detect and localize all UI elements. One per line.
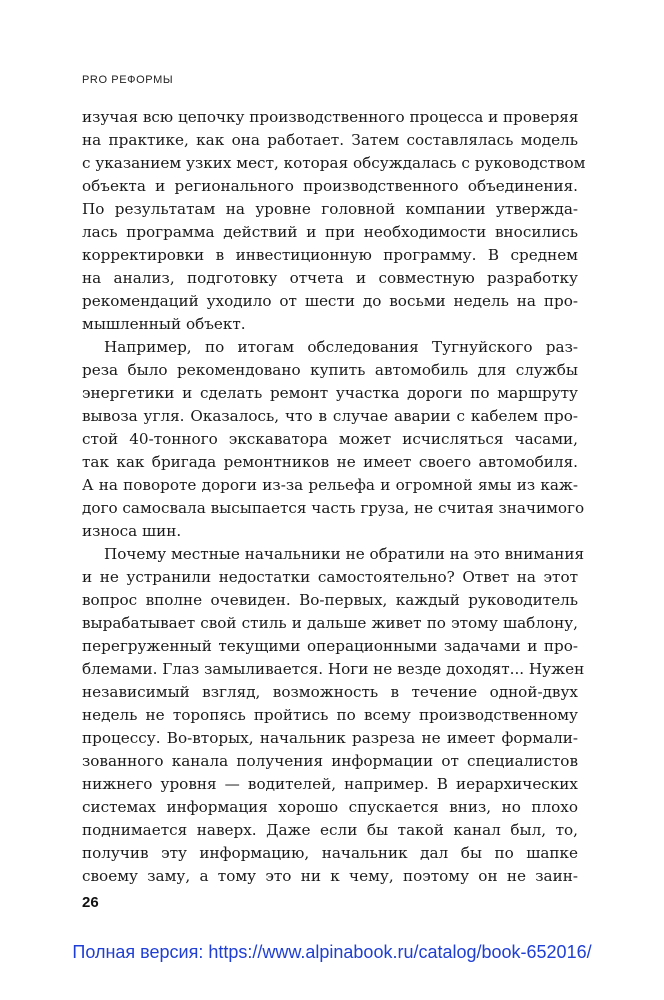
- text-line: с указанием узких мест, которая обсуждалась с руководством: [82, 154, 586, 172]
- text-line: объекта и регионального производственного объединения.: [82, 177, 578, 195]
- text-line: мышленный объект.: [82, 315, 246, 333]
- text-line: корректировки в инвестиционную программу. В среднем: [82, 246, 578, 264]
- text-line: блемами. Глаз замыливается. Ноги не везде доходят... Нужен: [82, 660, 585, 678]
- full-version-link[interactable]: Полная версия: https://www.alpinabook.ru/catalog/book-652016/: [72, 942, 592, 962]
- text-line: вырабатывает свой стиль и дальше живет по этому шаблону,: [82, 614, 578, 632]
- paragraph-3: [82, 543, 585, 888]
- page-number: 26: [82, 894, 99, 911]
- paragraph-2: [82, 336, 585, 543]
- text-line: износа шин.: [82, 522, 182, 540]
- text-line: По результатам на уровне головной компании утвержда-: [82, 200, 578, 218]
- text-line: системах информация хорошо спускается вниз, но плохо: [82, 798, 578, 816]
- text-line: вопрос вполне очевиден. Во-первых, каждый руководитель: [82, 591, 578, 609]
- text-line: своему заму, а тому это ни к чему, поэтому он не заин-: [82, 867, 578, 885]
- text-line: Почему местные начальники не обратили на это внимания: [104, 545, 585, 563]
- running-header: PRO РЕФОРМЫ: [82, 74, 174, 86]
- text-line: А на повороте дороги из-за рельефа и огромной ямы из каж-: [82, 476, 578, 494]
- text-line: энергетики и сделать ремонт участка дороги по маршруту: [82, 384, 578, 402]
- text-line: стой 40-тонного экскаватора может исчисляться часами,: [82, 430, 578, 448]
- text-line: недель не торопясь пройтись по всему производственному: [82, 706, 578, 724]
- text-line: на практике, как она работает. Затем составлялась модель: [82, 131, 578, 149]
- text-line: независимый взгляд, возможность в течение одной-двух: [82, 683, 578, 701]
- paragraph-1: [82, 106, 586, 336]
- text-line: перегруженный текущими операционными задачами и про-: [82, 637, 578, 655]
- text-line: дого самосвала высыпается часть груза, не считая значимого: [82, 499, 585, 517]
- text-line: реза было рекомендовано купить автомобиль для службы: [82, 361, 578, 379]
- text-line: рекомендаций уходило от шести до восьми недель на про-: [82, 292, 578, 310]
- text-line: получив эту информацию, начальник дал бы по шапке: [82, 844, 578, 862]
- text-line: Например, по итогам обследования Тугнуйского раз-: [104, 338, 578, 356]
- text-line: нижнего уровня — водителей, например. В иерархических: [82, 775, 578, 793]
- body-text: [82, 106, 586, 888]
- text-line: так как бригада ремонтников не имеет своего автомобиля.: [82, 453, 578, 471]
- text-line: вывоза угля. Оказалось, что в случае аварии с кабелем про-: [82, 407, 578, 425]
- text-line: зованного канала получения информации от специалистов: [82, 752, 578, 770]
- text-line: изучая всю цепочку производственного процесса и проверяя: [82, 108, 579, 126]
- text-line: на анализ, подготовку отчета и совместную разработку: [82, 269, 578, 287]
- text-line: процессу. Во-вторых, начальник разреза не имеет формали-: [82, 729, 578, 747]
- text-line: поднимается наверх. Даже если бы такой канал был, то,: [82, 821, 578, 839]
- text-line: лась программа действий и при необходимости вносились: [82, 223, 578, 241]
- text-line: и не устранили недостатки самостоятельно? Ответ на этот: [82, 568, 578, 586]
